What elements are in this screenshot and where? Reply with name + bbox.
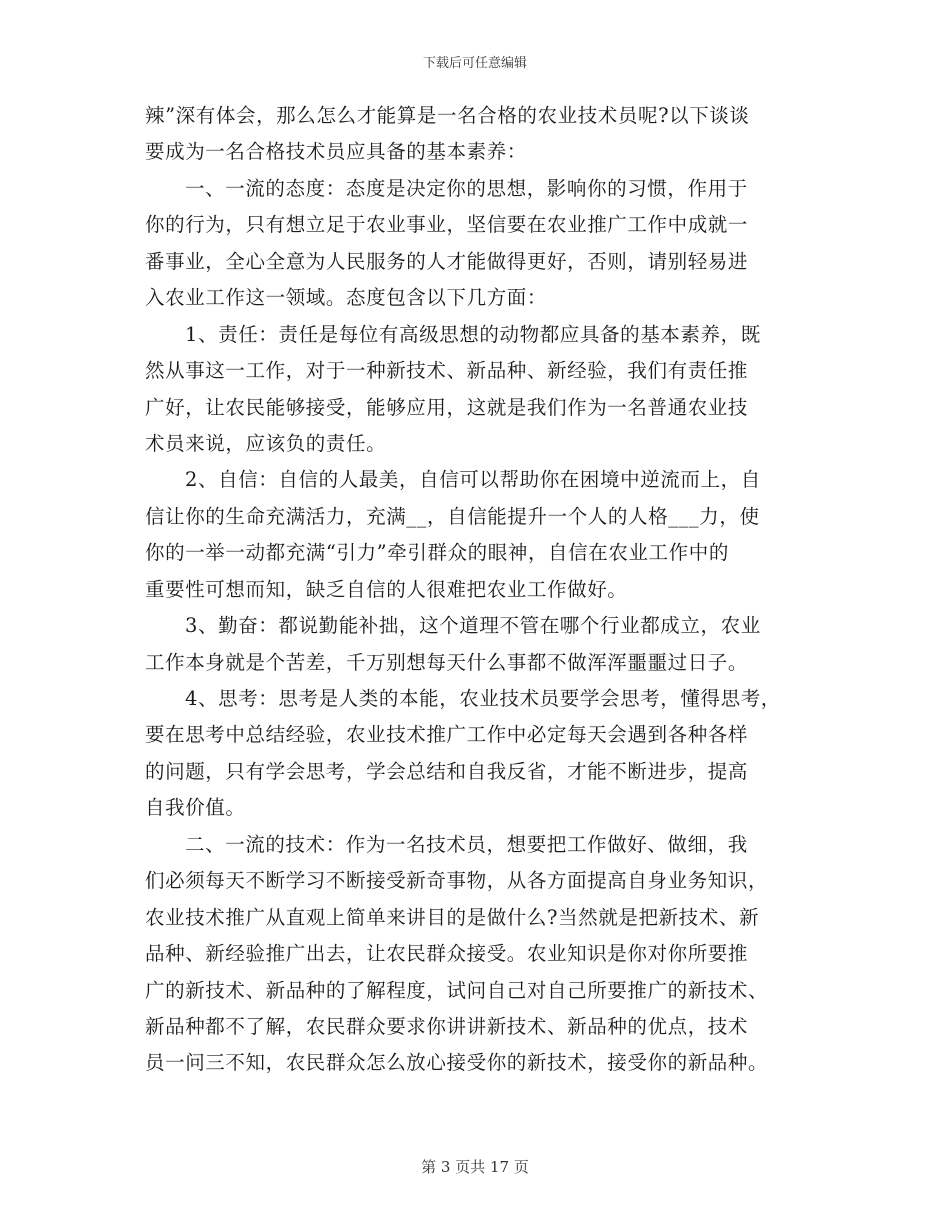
text-line: 术员来说，应该负的责任。: [145, 431, 387, 455]
paragraph-start: 一、一流的态度：态度是决定你的思想，影响你的习惯，作用于: [185, 176, 748, 200]
text-line: 然从事这一工作，对于一种新技术、新品种、新经验，我们有责任推: [145, 359, 749, 383]
text-line: 要成为一名合格技术员应具备的基本素养：: [145, 140, 527, 164]
text-line: 你的行为，只有想立足于农业事业，坚信要在农业推广工作中成就一: [145, 213, 749, 237]
text-line: 广的新技术、新品种的了解程度，试问自己对自己所要推广的新技术、: [145, 978, 769, 1002]
paragraph-start: 3、勤奋：都说勤能补拙，这个道理不管在哪个行业都成立，农业: [185, 614, 761, 638]
page-footer: 第 3 页共 17 页: [421, 1158, 529, 1176]
page-header: 下载后可任意编辑: [422, 56, 527, 71]
text-line: 你的一举一动都充满“引力”牵引群众的眼神，自信在农业工作中的: [145, 541, 729, 565]
text-line: 番事业，全心全意为人民服务的人才能做得更好，否则，请别轻易进: [145, 249, 749, 273]
document-body: [145, 98, 810, 1082]
paragraph-start: 二、一流的技术：作为一名技术员，想要把工作做好、做细，我: [185, 832, 748, 856]
text-line: 辣”深有体会，那么怎么才能算是一名合格的农业技术员呢?以下谈谈: [145, 104, 750, 127]
text-line: 广好，让农民能够接受，能够应用，这就是我们作为一名普通农业技: [145, 395, 749, 419]
text-line: 品种、新经验推广出去，让农民群众接受。农业知识是你对你所要推: [145, 942, 749, 966]
text-line: 们必须每天不断学习不断接受新奇事物，从各方面提高自身业务知识，: [145, 869, 769, 893]
text-line: 员一问三不知，农民群众怎么放心接受你的新技术，接受你的新品种。: [145, 1051, 769, 1075]
text-line: 入农业工作这一领域。态度包含以下几方面：: [145, 286, 548, 310]
text-line: 工作本身就是个苦差，千万别想每天什么事都不做浑浑噩噩过日子。: [145, 650, 749, 674]
text-line: 农业技术推广从直观上简单来讲目的是做什么?当然就是把新技术、新: [145, 905, 760, 929]
text-line: 重要性可想而知，缺乏自信的人很难把农业工作做好。: [145, 577, 628, 601]
text-line: 信让你的生命充满活力，充满__，自信能提升一个人的人格___力，使: [145, 504, 760, 528]
paragraph-start: 2、自信：自信的人最美，自信可以帮助你在困境中逆流而上，自: [185, 468, 761, 492]
text-line: 的问题，只有学会思考，学会总结和自我反省，才能不断进步，提高: [145, 759, 749, 783]
paragraph-start: 1、责任：责任是每位有高级思想的动物都应具备的基本素养，既: [185, 322, 761, 346]
text-line: 自我价值。: [145, 796, 246, 820]
text-line: 新品种都不了解，农民群众要求你讲讲新技术、新品种的优点，技术: [145, 1014, 749, 1038]
paragraph-start: 4、思考：思考是人类的本能，农业技术员要学会思考，懂得思考，: [185, 687, 781, 710]
text-line: 要在思考中总结经验，农业技术推广工作中必定每天会遇到各种各样: [145, 723, 749, 747]
